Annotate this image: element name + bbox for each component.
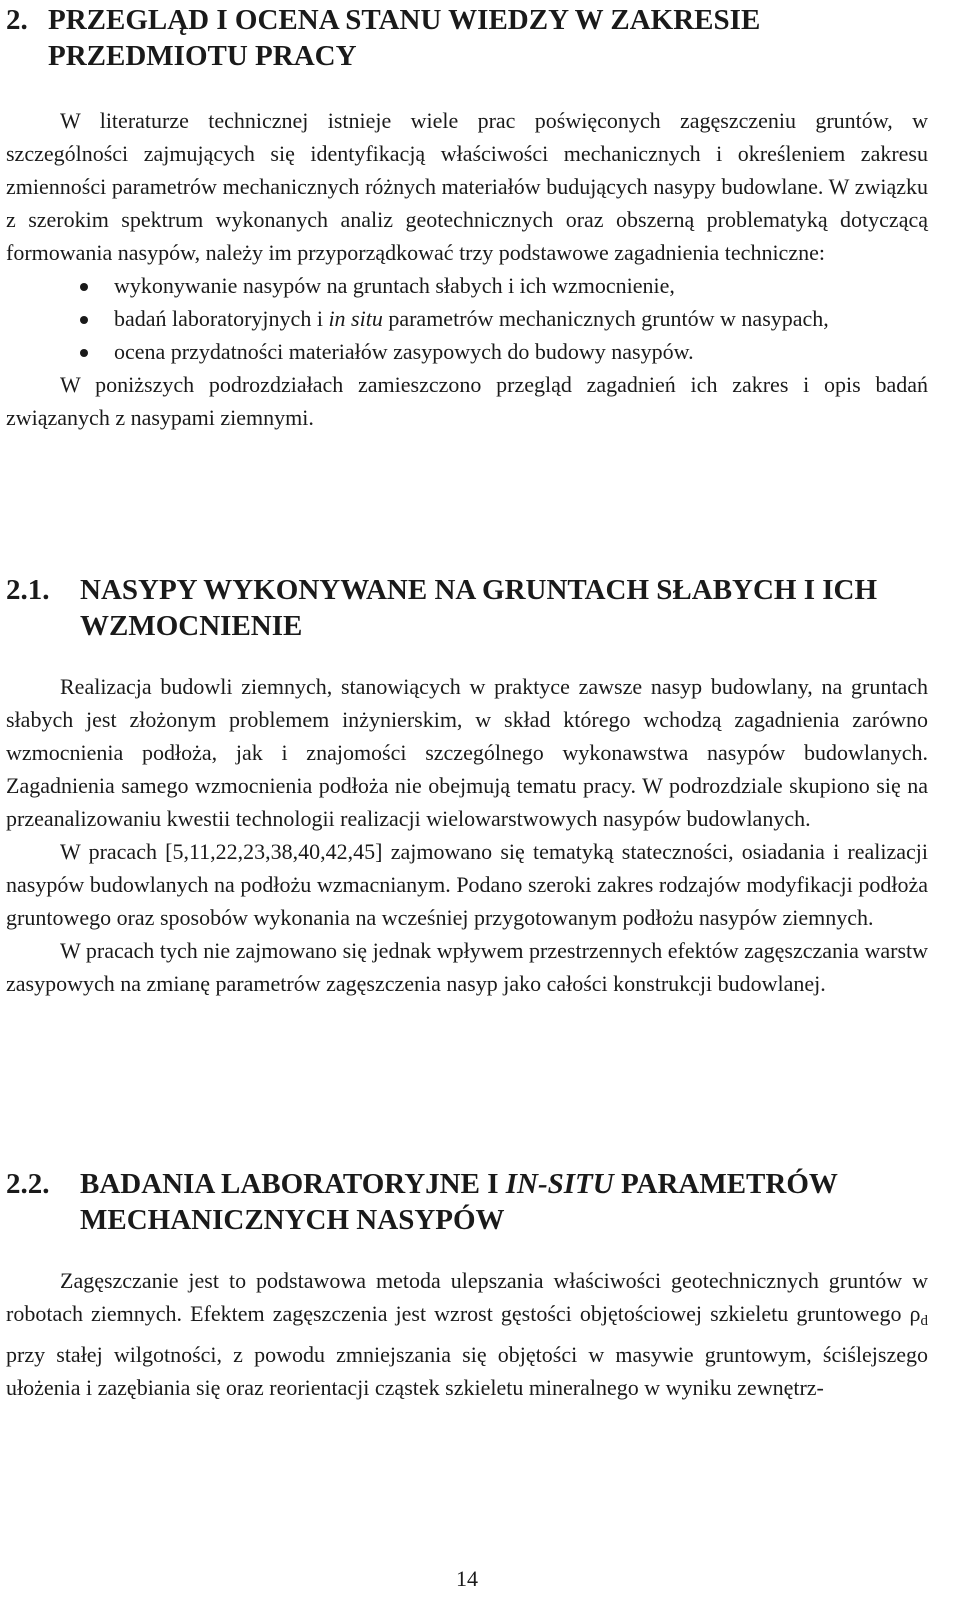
list-item-italic-term: in situ [328, 306, 383, 331]
section-2-1-paragraph-2: W pracach [5,11,22,23,38,40,42,45] zajmowano się tematyką stateczności, osiadania i realizacji nasypów budowlanych na podłożu wzmacnianym. Podano szeroki zakres rodzajów modyfikacji podłoża gruntowego oraz sposobów wykonania na wcześniej przygotowanym podłożu nasypów ziemnych. [6, 839, 928, 930]
page-number: 14 [456, 1566, 478, 1591]
intro-block [6, 104, 928, 434]
list-item-text: ocena przydatności materiałów zasypowych do budowy nasypów. [114, 339, 694, 364]
intro-paragraph-2: W poniższych podrozdziałach zamieszczono przegląd zagadnień ich zakres i opis badań związanych z nasypami ziemnymi. [6, 372, 928, 430]
section-title [80, 1166, 928, 1238]
list-item [6, 302, 928, 335]
section-2-1-paragraph-1: Realizacja budowli ziemnych, stanowiących w praktyce zawsze nasyp budowlany, na gruntach słabych jest złożonym problemem inżynierskim, w skład którego wchodzą zagadnienia zarówno wzmocnienia podłoża, jak i znajomości szczególnego wykonawstwa nasypów budowlanych. Zagadnienia samego wzmocnienia podłoża nie obejmują tematu pracy. W podrozdziale skupiono się na przeanalizowaniu kwestii technologii realizacji wielowarstwowych nasypów budowlanych. [6, 674, 928, 831]
section-2-2-body [6, 1264, 928, 1404]
section-2-2-paragraph-1 [6, 1264, 928, 1404]
bullet-icon [80, 316, 88, 324]
section-title: NASYPY WYKONYWANE NA GRUNTACH SŁABYCH I ICH WZMOCNIENIE [80, 574, 878, 642]
chapter-number: 2. [6, 4, 28, 36]
technical-issues-list [6, 269, 928, 368]
section-title-after: PARAMETRÓW [620, 1168, 838, 1200]
chapter-heading [6, 2, 928, 74]
section-2-1-body [6, 670, 928, 1000]
section-title-line-1 [80, 1166, 928, 1202]
paragraph-text-after: przy stałej wilgotności, z powodu zmniejszania się objętości w masywie gruntowym, ściślejszego ułożenia i zazębiania się oraz reorientacji cząstek szkieletu mineralnego w wyniku zewnętrz- [6, 1342, 928, 1400]
bullet-icon [80, 283, 88, 291]
section-2-2-heading [6, 1166, 928, 1238]
section-title-line-2: MECHANICZNYCH NASYPÓW [80, 1204, 505, 1236]
list-item [6, 269, 928, 302]
list-item-text: wykonywanie nasypów na gruntach słabych i ich wzmocnienie, [114, 273, 675, 298]
section-2-1-paragraph-3: W pracach tych nie zajmowano się jednak wpływem przestrzennych efektów zagęszczania warstw zasypowych na zmianę parametrów zagęszczenia nasyp jako całości konstrukcji budowlanej. [6, 938, 928, 996]
paragraph-text-before: Zagęszczanie jest to podstawowa metoda ulepszania właściwości geotechnicznych gruntów w robotach ziemnych. Efektem zagęszczenia jest wzrost gęstości objętościowej szkieletu gruntowego ρ [6, 1268, 928, 1326]
list-item-text-after: parametrów mechanicznych gruntów w nasypach, [382, 306, 829, 331]
chapter-title: PRZEGLĄD I OCENA STANU WIEDZY W ZAKRESIE PRZEDMIOTU PRACY [48, 4, 761, 72]
list-item-text-before: badań laboratoryjnych i [114, 306, 329, 331]
density-subscript: d [920, 1313, 928, 1329]
section-2-1-heading [6, 572, 928, 644]
bullet-icon [80, 349, 88, 357]
section-title-italic: IN-SITU [505, 1168, 614, 1200]
section-number: 2.1. [6, 574, 50, 606]
section-number: 2.2. [6, 1168, 50, 1200]
section-title-before: BADANIA LABORATORYJNE I [80, 1168, 499, 1200]
list-item [6, 335, 928, 368]
intro-paragraph-1: W literaturze technicznej istnieje wiele prac poświęconych zagęszczeniu gruntów, w szczególności zajmujących się identyfikacją właściwości mechanicznych i określeniem zakresu zmienności parametrów mechanicznych różnych materiałów budujących nasypy budowlane. W związku z szerokim spektrum wykonanych analiz geotechnicznych oraz obszerną problematyką dotyczącą formowania nasypów, należy im przyporządkować trzy podstawowe zagadnienia techniczne: [6, 108, 928, 265]
document-page [6, 0, 928, 1610]
